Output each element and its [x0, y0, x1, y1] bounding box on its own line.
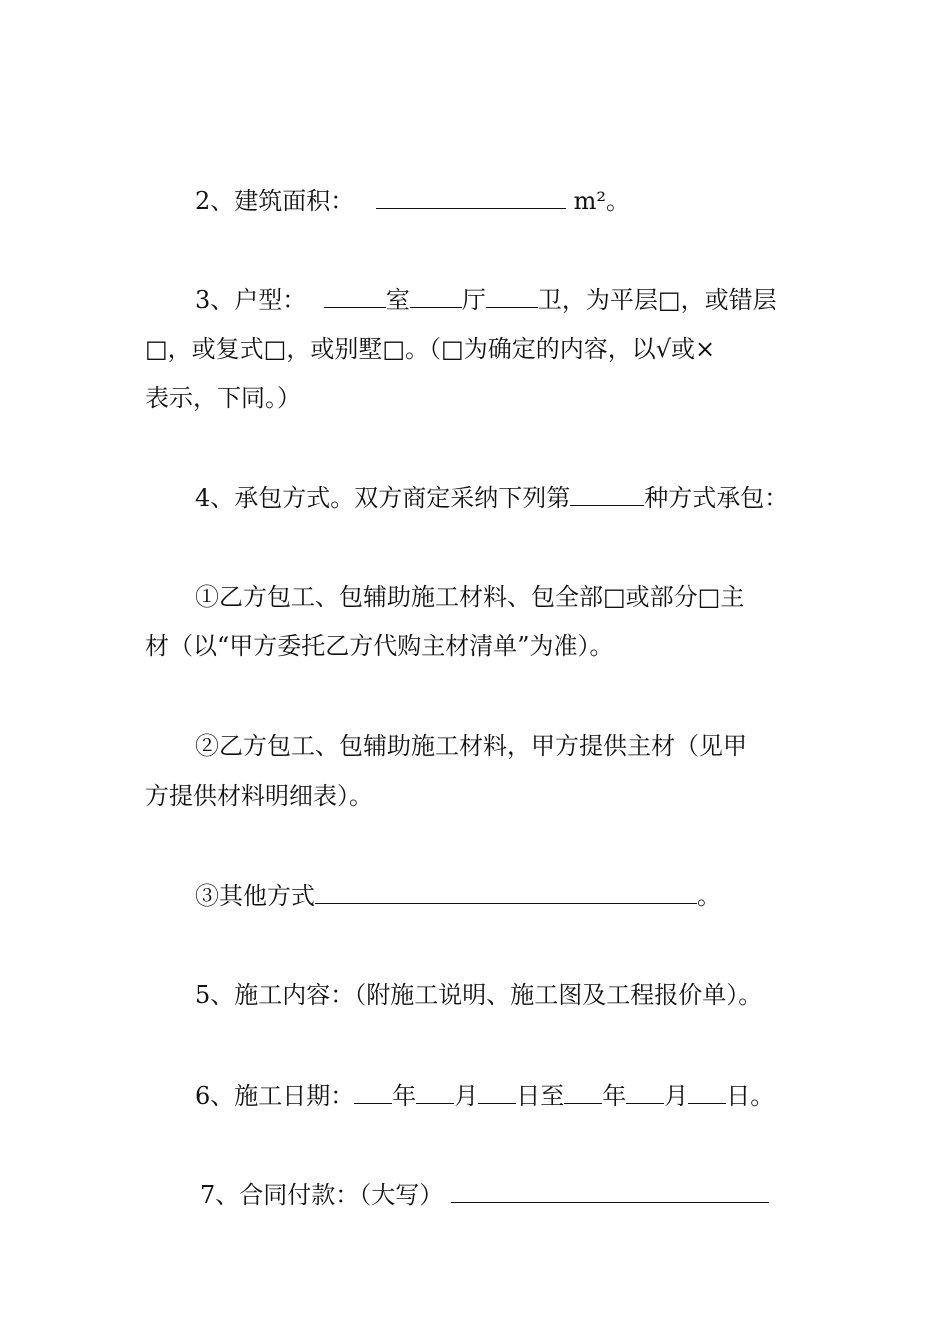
- room-label: 室: [385, 286, 410, 314]
- option3-label: ③其他方式: [195, 882, 315, 910]
- clause-construction-dates: [195, 1083, 860, 1108]
- dates-label: 6、施工日期：: [195, 1082, 355, 1110]
- option2-line2: 方提供材料明细表）。: [145, 782, 373, 810]
- start-day-label: 日至: [516, 1082, 565, 1110]
- area-unit: m²: [573, 187, 606, 215]
- start-month-blank[interactable]: [416, 1083, 454, 1104]
- start-year-blank[interactable]: [354, 1083, 392, 1104]
- end-year-blank[interactable]: [564, 1083, 602, 1104]
- hall-count-blank[interactable]: [410, 287, 462, 308]
- option1-line2: 材（以“甲方委托乙方代购主材清单”为准）。: [145, 632, 614, 660]
- clause-layout-line1: [195, 287, 860, 312]
- contract-mode-suffix: 种方式承包：: [644, 484, 789, 512]
- area-label: 2、建筑面积：: [195, 187, 355, 215]
- end-day-blank[interactable]: [688, 1083, 726, 1104]
- contract-mode-label: 4、承包方式。双方商定采纳下列第: [195, 484, 571, 512]
- layout-label: 3、户型：: [195, 286, 307, 314]
- start-year-label: 年: [392, 1082, 417, 1110]
- bath-count-blank[interactable]: [486, 287, 538, 308]
- end-day-label: 日。: [726, 1082, 775, 1110]
- contract-mode-blank[interactable]: [570, 485, 644, 506]
- clause-building-area: [195, 188, 860, 213]
- end-month-blank[interactable]: [626, 1083, 664, 1104]
- room-count-blank[interactable]: [324, 287, 386, 308]
- clause-layout-line3: 表示，下同。）: [145, 384, 301, 412]
- option3-end: 。: [697, 882, 721, 910]
- clause-layout-line2: □，或复式□，或别墅□。（□为确定的内容，以√或×: [145, 335, 716, 363]
- clause-contract-mode: [195, 485, 860, 510]
- payment-amount-blank[interactable]: [451, 1182, 769, 1203]
- area-blank[interactable]: [376, 188, 566, 209]
- option3-blank[interactable]: [315, 883, 697, 904]
- end-month-label: 月: [664, 1082, 689, 1110]
- start-month-label: 月: [454, 1082, 479, 1110]
- option1-line1: ①乙方包工、包辅助施工材料、包全部□或部分□主: [195, 583, 745, 611]
- payment-label: 7、合同付款：（大写）: [200, 1181, 444, 1209]
- clause-payment: [200, 1182, 865, 1207]
- option3: [195, 883, 860, 908]
- bath-label: 卫，为平层□，或错层: [537, 286, 777, 314]
- end-year-label: 年: [602, 1082, 627, 1110]
- clause-construction-content: 5、施工内容：（附施工说明、施工图及工程报价单）。: [195, 981, 763, 1009]
- option2-line1: ②乙方包工、包辅助施工材料，甲方提供主材（见甲: [195, 732, 747, 760]
- start-day-blank[interactable]: [478, 1083, 516, 1104]
- area-end: 。: [605, 187, 630, 215]
- hall-label: 厅: [461, 286, 486, 314]
